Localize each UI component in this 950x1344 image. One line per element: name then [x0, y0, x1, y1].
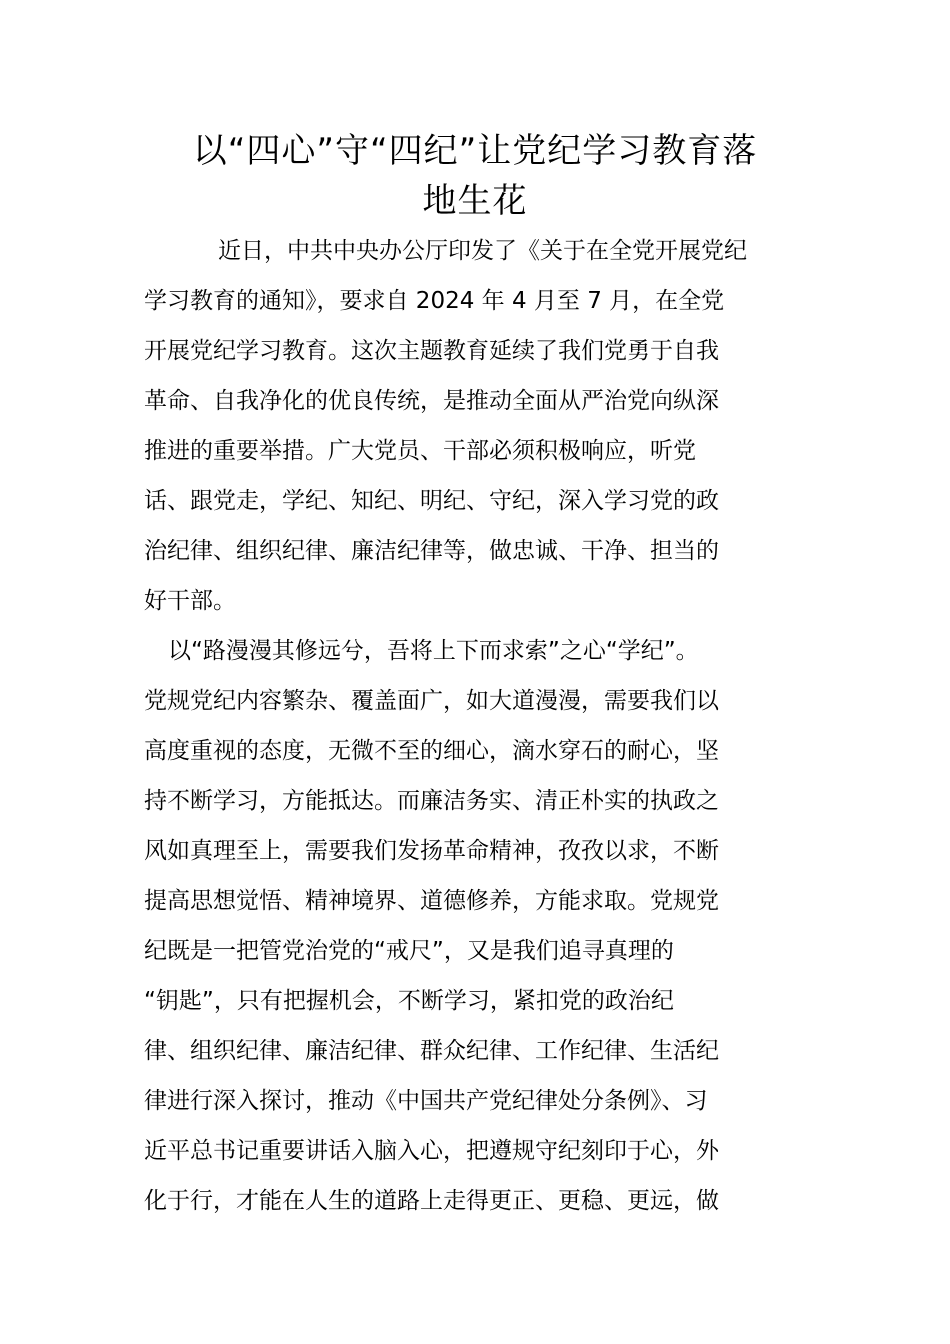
text-line: 纪既是一把管党治党的“戒尺”，又是我们追寻真理的 — [144, 938, 674, 964]
text-line: 学习教育的通知》，要求自 2024 年 4 月至 7 月，在全党 — [144, 288, 725, 314]
text-line: 党规党纪内容繁杂、覆盖面广，如大道漫漫，需要我们以 — [144, 688, 719, 714]
text-line: 律、组织纪律、廉洁纪律、群众纪律、工作纪律、生活纪 — [144, 1038, 719, 1064]
document-title — [130, 126, 820, 226]
title-line: 地生花 — [422, 181, 528, 221]
text-line: 治纪律、组织纪律、廉洁纪律等，做忠诚、干净、担当的 — [144, 538, 719, 564]
text-line: 律进行深入探讨，推动《中国共产党纪律处分条例》、习 — [144, 1088, 708, 1114]
title-line: 以“四心”守“四纪”让党纪学习教育落 — [192, 131, 758, 171]
text-line: 高度重视的态度，无微不至的细心，滴水穿石的耐心，坚 — [144, 738, 719, 764]
text-line: 近日，中共中央办公厅印发了《关于在全党开展党纪 — [218, 238, 747, 264]
paragraph-study-discipline — [144, 626, 814, 1226]
text-line: 风如真理至上，需要我们发扬革命精神，孜孜以求，不断 — [144, 838, 719, 864]
text-line: 推进的重要举措。广大党员、干部必须积极响应，听党 — [144, 438, 696, 464]
text-line: 化于行，才能在人生的道路上走得更正、更稳、更远，做 — [144, 1188, 719, 1214]
text-line: 开展党纪学习教育。这次主题教育延续了我们党勇于自我 — [144, 338, 719, 364]
document-body — [144, 226, 814, 1226]
text-line: 好干部。 — [144, 588, 236, 614]
paragraph-intro — [144, 226, 814, 626]
text-line: 以“路漫漫其修远兮，吾将上下而求索”之心“学纪”。 — [168, 638, 699, 664]
text-line: 持不断学习，方能抵达。而廉洁务实、清正朴实的执政之 — [144, 788, 719, 814]
text-line: 提高思想觉悟、精神境界、道德修养，方能求取。党规党 — [144, 888, 719, 914]
text-line: 革命、自我净化的优良传统，是推动全面从严治党向纵深 — [144, 388, 719, 414]
text-line: “钥匙”，只有把握机会，不断学习，紧扣党的政治纪 — [144, 988, 674, 1014]
text-line: 话、跟党走，学纪、知纪、明纪、守纪，深入学习党的政 — [144, 488, 719, 514]
text-line: 近平总书记重要讲话入脑入心，把遵规守纪刻印于心，外 — [144, 1138, 719, 1164]
